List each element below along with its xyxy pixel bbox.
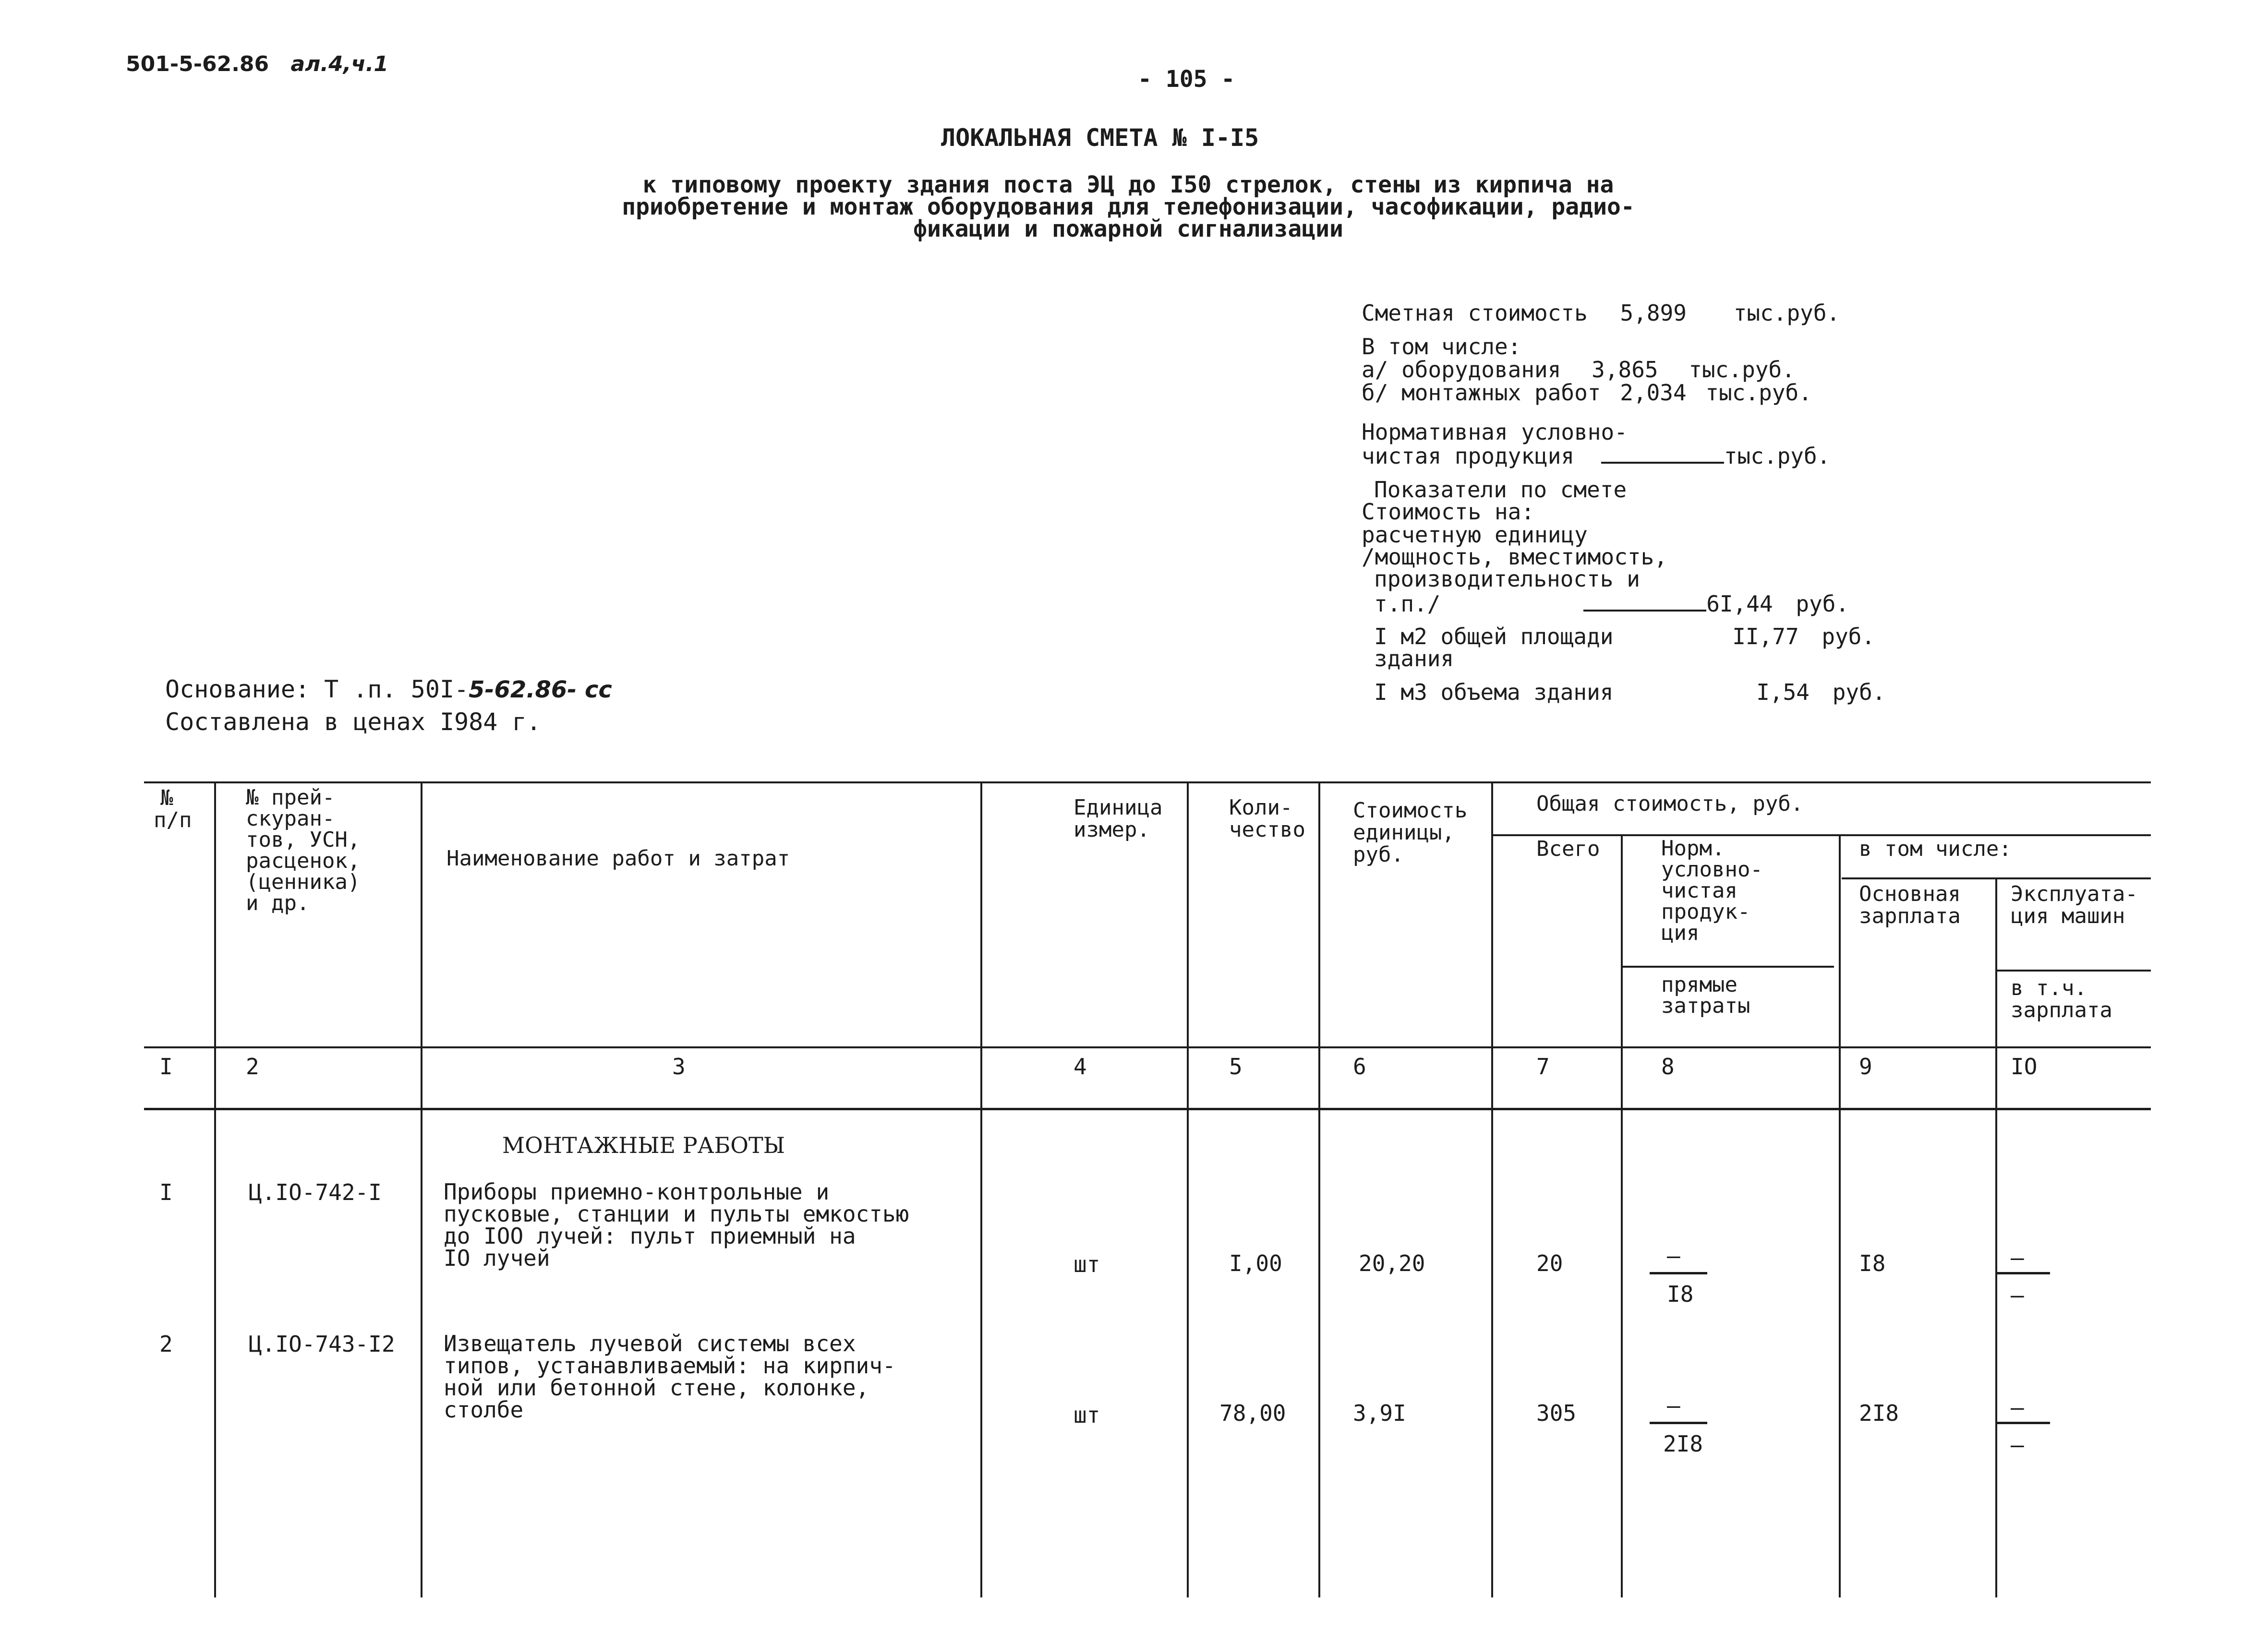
row-norm-product: – bbox=[1667, 1392, 1680, 1418]
calc-unit-row bbox=[1374, 590, 1849, 615]
row-total: 20 bbox=[1536, 1250, 1563, 1276]
col-number-4: 4 bbox=[1074, 1054, 1087, 1080]
header-col-8-top: Норм. условно- чистая продук- ция bbox=[1661, 836, 1763, 945]
calc-unit-line-1: расчетную единицу bbox=[1362, 522, 1588, 548]
estimated-cost-value: 5,899 bbox=[1620, 300, 1687, 326]
cost-per-label: Стоимость на: bbox=[1362, 499, 1535, 525]
row-norm-fraction-line bbox=[1650, 1422, 1707, 1424]
row-norm-fraction-line bbox=[1650, 1272, 1707, 1274]
row-machines: – bbox=[2011, 1245, 2024, 1271]
row-salary: 2I8 bbox=[1859, 1400, 1899, 1426]
document-stamp bbox=[126, 52, 388, 76]
header-bottom-border bbox=[144, 1046, 2151, 1048]
col-divider-5 bbox=[1318, 781, 1320, 1597]
header-col-10-bottom: в т.ч. зарплата bbox=[2011, 976, 2112, 1022]
row-norm-product: – bbox=[1667, 1243, 1680, 1269]
row-machines-fraction-line bbox=[1997, 1272, 2050, 1274]
installation-row bbox=[1362, 381, 1812, 404]
basis-handwritten: 5-62.86- сс bbox=[469, 676, 612, 703]
stamp-code: 501-5-62.86 bbox=[126, 52, 269, 76]
subheader-line-norm bbox=[1623, 966, 1834, 968]
volume-unit: руб. bbox=[1832, 679, 1886, 705]
area-unit: руб. bbox=[1822, 624, 1875, 649]
row-name: Извещатель лучевой системы всех типов, устанавливаемый: на кирпич- ной или бетонной стене, колонке, столбе bbox=[444, 1331, 896, 1423]
row-total: 305 bbox=[1536, 1400, 1577, 1426]
header-col-3: Наименование работ и затрат bbox=[446, 846, 790, 871]
header-col-8-bottom: прямые затраты bbox=[1661, 972, 1750, 1018]
col-number-5: 5 bbox=[1229, 1054, 1243, 1080]
page-number: - 105 - bbox=[1138, 66, 1235, 93]
section-title: МОНТАЖНЫЕ РАБОТЫ bbox=[502, 1132, 785, 1158]
volume-row bbox=[1374, 681, 1885, 704]
row-machines: – bbox=[2011, 1394, 2024, 1420]
header-col-7: Всего bbox=[1536, 837, 1600, 861]
row-direct-costs: 2I8 bbox=[1663, 1431, 1703, 1457]
stamp-suffix: ал.4,ч.1 bbox=[290, 52, 388, 76]
indicators-label: Показатели по смете bbox=[1374, 477, 1627, 503]
row-number: I bbox=[159, 1179, 173, 1205]
basis-line-2: Составлена в ценах I984 г. bbox=[165, 708, 541, 736]
installation-label: б/ монтажных работ bbox=[1362, 380, 1601, 406]
row-unit: шт bbox=[1074, 1251, 1100, 1277]
basis-line-1 bbox=[165, 677, 612, 702]
col-number-8: 8 bbox=[1661, 1054, 1675, 1080]
col-divider-4 bbox=[1187, 781, 1189, 1597]
row-machines-salary: – bbox=[2011, 1282, 2024, 1308]
subtitle-line-1: к типовому проекту здания поста ЭЦ до I50 стрелок, стены из кирпича на bbox=[642, 171, 1614, 198]
header-total-group: Общая стоимость, руб. bbox=[1536, 792, 1804, 816]
area-label: I м2 общей площади bbox=[1374, 624, 1614, 649]
row-machines-salary: – bbox=[2011, 1432, 2024, 1458]
subheader-line-total bbox=[1493, 834, 2151, 836]
row-direct-costs: I8 bbox=[1667, 1281, 1694, 1307]
col-divider-1 bbox=[214, 781, 216, 1597]
area-value: II,77 bbox=[1732, 624, 1799, 649]
installation-value: 2,034 bbox=[1620, 380, 1687, 406]
header-col-2: № прей- скуран- тов, УСН, расценок, (ценника) и др. bbox=[246, 785, 361, 915]
subtitle-line-2: приобретение и монтаж оборудования для телефонизации, часофикации, радио- bbox=[622, 193, 1635, 220]
header-col-4: Единица измер. bbox=[1074, 795, 1163, 842]
table-top-border bbox=[144, 781, 2151, 783]
header-including-group: в том числе: bbox=[1859, 837, 2012, 861]
header-col-5: Коли- чество bbox=[1229, 795, 1305, 842]
col-number-7: 7 bbox=[1536, 1054, 1550, 1080]
calc-unit-value: 6I,44 bbox=[1706, 591, 1773, 617]
area-row bbox=[1374, 625, 1875, 648]
calc-unit-line-3: производительность и bbox=[1374, 566, 1640, 592]
subheader-line-machines bbox=[1997, 970, 2151, 972]
col-numbers-bottom-border bbox=[144, 1108, 2151, 1110]
col-divider-7 bbox=[1621, 834, 1623, 1597]
row-unit: шт bbox=[1074, 1402, 1100, 1428]
header-col-6: Стоимость единицы, руб. bbox=[1353, 798, 1468, 867]
normative-unit: тыс.руб. bbox=[1724, 443, 1831, 469]
volume-label: I м3 объема здания bbox=[1374, 679, 1614, 705]
row-quantity: 78,00 bbox=[1219, 1400, 1286, 1426]
header-col-9: Основная зарплата bbox=[1859, 882, 1961, 928]
estimated-cost-row bbox=[1362, 301, 1840, 324]
calc-unit-rub: руб. bbox=[1796, 591, 1849, 617]
equipment-label: а/ оборудования bbox=[1362, 357, 1561, 383]
equipment-row bbox=[1362, 358, 1795, 381]
row-code: Ц.IO-742-I bbox=[249, 1179, 382, 1205]
row-number: 2 bbox=[159, 1331, 173, 1357]
area-line-2: здания bbox=[1374, 646, 1454, 672]
header-col-1: № п/п bbox=[154, 786, 192, 832]
equipment-unit: тыс.руб. bbox=[1689, 357, 1795, 383]
col-divider-8 bbox=[1839, 834, 1841, 1597]
col-divider-9 bbox=[1995, 877, 1997, 1597]
subtitle-line-3: фикации и пожарной сигнализации bbox=[913, 216, 1343, 242]
normative-label: чистая продукция bbox=[1362, 443, 1575, 469]
row-quantity: I,00 bbox=[1229, 1250, 1282, 1276]
calc-unit-blank bbox=[1583, 590, 1706, 612]
estimated-cost-unit: тыс.руб. bbox=[1733, 300, 1840, 326]
volume-value: I,54 bbox=[1756, 679, 1810, 705]
normative-line-1: Нормативная условно- bbox=[1362, 419, 1628, 445]
row-unit-cost: 20,20 bbox=[1359, 1250, 1425, 1276]
row-machines-fraction-line bbox=[1997, 1422, 2050, 1424]
normative-blank bbox=[1601, 443, 1724, 464]
col-number-9: 9 bbox=[1859, 1054, 1872, 1080]
calc-unit-line-2: /мощность, вместимость, bbox=[1362, 544, 1667, 570]
calc-unit-line-4: т.п./ bbox=[1374, 591, 1441, 617]
col-divider-2 bbox=[421, 781, 422, 1597]
col-divider-3 bbox=[980, 781, 982, 1597]
col-number-3: 3 bbox=[672, 1054, 686, 1080]
estimated-cost-label: Сметная стоимость bbox=[1362, 300, 1588, 326]
row-unit-cost: 3,9I bbox=[1353, 1400, 1406, 1426]
col-number-6: 6 bbox=[1353, 1054, 1366, 1080]
col-number-2: 2 bbox=[246, 1054, 259, 1080]
installation-unit: тыс.руб. bbox=[1705, 380, 1812, 406]
row-name: Приборы приемно-контрольные и пусковые, станции и пульты емкостью до IOO лучей: пульт приемный на IO лучей bbox=[444, 1179, 909, 1271]
row-salary: I8 bbox=[1859, 1250, 1886, 1276]
col-number-1: I bbox=[159, 1054, 173, 1080]
col-number-10: IO bbox=[2011, 1054, 2038, 1080]
document-title: ЛОКАЛЬНАЯ СМЕТА № I-I5 bbox=[941, 124, 1259, 152]
equipment-value: 3,865 bbox=[1592, 357, 1658, 383]
row-code: Ц.IO-743-I2 bbox=[249, 1331, 395, 1357]
including-label: В том числе: bbox=[1362, 334, 1521, 360]
basis-prefix: Основание: Т .п. 50I- bbox=[165, 675, 469, 703]
header-col-10-top: Эксплуата- ция машин bbox=[2011, 882, 2138, 928]
normative-row bbox=[1362, 443, 1830, 468]
document-subtitle bbox=[480, 171, 1776, 242]
col-divider-6 bbox=[1491, 781, 1493, 1597]
